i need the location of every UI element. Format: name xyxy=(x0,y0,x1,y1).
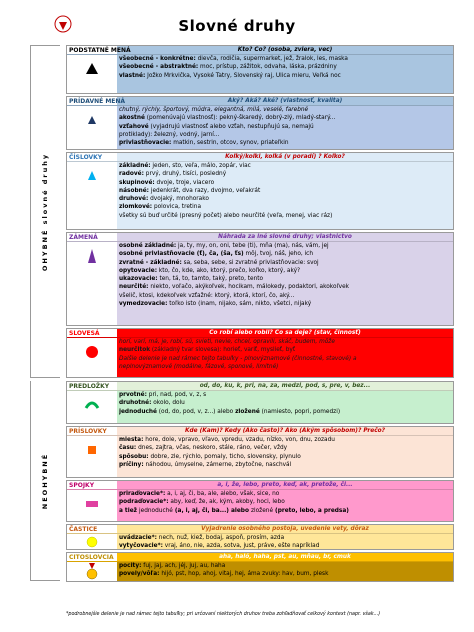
triangle-black-icon xyxy=(67,55,117,94)
triangle-purple-icon xyxy=(67,242,117,326)
list-item: zlomkové: polovica, tretina xyxy=(119,204,202,211)
section-citoslovcia xyxy=(66,552,454,582)
section-question: a, i, že, lebo, preto, keď, ak, pretože, či... xyxy=(217,482,353,488)
section-icon-cell xyxy=(67,490,117,522)
list-item: všelič, ktosi, kdekoľvek vzťažné: ktorý, ktorá, ktorí, čo, aký... xyxy=(119,292,295,299)
list-item: druhotné: okolo, dolu xyxy=(119,400,185,407)
section-name: ČASTICE xyxy=(67,525,117,533)
circle-yellow-icon xyxy=(67,534,117,550)
section-header xyxy=(67,97,453,106)
list-item: osobné základné: ja, ty, my, on, oni, tebe (ti), mňa (ma), nás, vám, jej xyxy=(119,243,329,249)
section-name: ZÁMENÁ xyxy=(67,233,117,241)
list-item: horí, varí, má, je, robí, sú, svieti, nevie, chcel, opravili, skáč, budem, môže xyxy=(119,339,335,345)
section-question: Kde (Kam)? Kedy (Ako často)? Ako (Akým spôsobom)? Prečo? xyxy=(185,428,385,434)
section-question: aha, haló, haha, pst, au, mňau, br, cmuk xyxy=(219,554,351,560)
group-label-neohybne: NEOHYBNÉ xyxy=(30,381,60,581)
section-icon-cell xyxy=(67,391,117,424)
section-name: ČÍSLOVKY xyxy=(67,153,117,161)
section-slovesa xyxy=(66,328,454,378)
section-header xyxy=(67,153,453,162)
list-item: privlastňovacie: matkin, sestrin, otcov, synov, priateľkin xyxy=(119,140,289,147)
section-name: PREDLOŽKY xyxy=(67,382,117,390)
list-item: Ďalšie delenie je nad rámec tejto tabuľky - plnovýznamové (činnostné, stavové) a xyxy=(119,355,357,362)
list-item: základné: jeden, sto, veľa, málo, zopár, viac xyxy=(119,163,251,169)
list-item: priraďovacie*: a, i, aj, či, ba, ale, alebo, však, sice, no xyxy=(119,491,280,497)
list-item: všeobecné - konkrétne: dievča, rodičia, supermarket, jež, žralok, les, maska xyxy=(119,56,348,62)
list-item: zvratné - základné: sa, seba, sebe, si zvratné privlastňovacie: svoj xyxy=(119,259,319,266)
section-question: Koľký/koľki, koľká (v poradí) ? Koľko? xyxy=(225,154,345,160)
section-header xyxy=(67,46,453,55)
medal-icon xyxy=(67,562,117,582)
section-icon-cell xyxy=(67,242,117,326)
section-name: PRÍDAVNÉ MENÁ xyxy=(69,98,126,105)
section-name: SLOVESÁ xyxy=(67,329,117,337)
section-header xyxy=(67,329,453,338)
list-item: akostné (pomenúvajú vlastnosť): pekný-škaredý, dobrý-zlý, mladý-starý... xyxy=(119,115,336,122)
section-question: Kto? Čo? (osoba, zviera, vec) xyxy=(237,47,333,53)
list-item: neurčitok (základný tvar slovesa): horieť, variť, myslieť, byť xyxy=(119,347,296,354)
rect-pink-icon xyxy=(67,490,117,522)
list-item: podraďovacie*: aby, keď, že, ak, kým, akoby, hoci, lebo xyxy=(119,499,285,506)
section-prislovky xyxy=(66,426,454,478)
list-item: neplnovýznamové (modálne, fázové, sponové, limitné) xyxy=(119,363,279,370)
list-item: a tiež jednoduché (a, i, aj, či, ba...) alebo zložené (preto, lebo, a predsa) xyxy=(119,507,349,514)
section-podstatne xyxy=(66,45,454,94)
list-item: príčiny: náhodou, úmyselne, zámerne, zbytočne, naschvál xyxy=(119,461,292,468)
list-item: vzťahové (vyjadrujú vlastnosť alebo vzťah, nestupňujú sa, nemajú xyxy=(119,123,314,130)
list-item: skupinové: dvoje, troje, viacero xyxy=(119,179,215,186)
list-item: vlastné: Jožko Mrkvička, Vysoké Tatry, Slovenský raj, Ulica mieru, Veľká noc xyxy=(119,72,341,79)
section-icon-cell xyxy=(67,55,117,94)
list-item: násobné: jedenkrát, dva razy, dvojmo, veľakrát xyxy=(119,187,261,194)
list-item: miesta: hore, dole, vpravo, vľavo, vpredu, vzadu, nízko, von, dnu, zozadu xyxy=(119,437,335,443)
section-icon-cell xyxy=(67,436,117,478)
list-item: povely/vôľa: hijó, pst, hop, ahoj, vitaj, hej, áma zvuky: hav, bum, plesk xyxy=(119,571,329,578)
section-icon-cell xyxy=(67,338,117,378)
group-label-ohybne: OHYBNÉ slovné druhy xyxy=(30,45,60,378)
list-item: chutný, rýchly, športový, múdra, elegantná, milá, veselé, farebné xyxy=(119,107,309,113)
list-item: opytovacie: kto, čo, kde, ako, ktorý, prečo, koľko, ktorý, aký? xyxy=(119,267,301,274)
section-name: PODSTATNÉ MENÁ xyxy=(69,47,131,54)
section-icon-cell xyxy=(67,562,117,582)
section-name: CITOSLOVCIA xyxy=(67,553,117,561)
section-header xyxy=(67,481,453,490)
list-item: pocity: fuj, jaj, ach, jéj, juj, au, haha xyxy=(119,563,226,569)
section-question: Vyjadrenie osobného postoja, uvedenie vety, dôraz xyxy=(201,526,369,532)
square-orange-icon xyxy=(67,436,117,478)
list-item: protiklady): železný, vodný, jarní... xyxy=(119,131,220,138)
list-item: prvotné: pri, nad, pod, v, z, s xyxy=(119,392,207,398)
list-item: spôsobu: dobre, zle, rýchlo, pomaly, ticho, slovensky, plynulo xyxy=(119,453,301,460)
section-predlozky xyxy=(66,381,454,424)
section-header xyxy=(67,382,453,391)
triangle-cyan-icon xyxy=(67,162,117,230)
section-header xyxy=(67,553,453,562)
section-question: od, do, ku, k, pri, na, za, medzi, pod, s, pre, v, bez... xyxy=(199,383,371,389)
list-item: druhové: dvojaký, mnohorako xyxy=(119,196,209,203)
list-item: času: dnes, zajtra, včas, neskoro, stále, ráno, večer, vždy xyxy=(119,445,288,452)
list-item: radové: prvý, druhý, tisíci, posledný xyxy=(119,171,227,178)
section-question: Čo robí alebo robil? Čo sa deje? (stav, činnosť) xyxy=(209,330,361,336)
list-item: ukazovacie: ten, tá, to, tamto, taký, preto, tento xyxy=(119,276,264,283)
section-icon-cell xyxy=(67,106,117,150)
section-question: Náhrada za iné slovné druhy; vlastnictvo xyxy=(218,234,352,240)
section-header xyxy=(67,233,453,242)
section-castice xyxy=(66,524,454,550)
section-header xyxy=(67,427,453,436)
list-item: osobné privlastňovacie (ť), ča, (ša, ťs) môj, tvoj, náš, jeho, ich xyxy=(119,251,314,258)
list-item: vymedzovacie: toľko isto (inam, nijako, sám, nikto, všetci, nijaký xyxy=(119,301,312,308)
list-item: uvádzacie*: nech, nuž, kiež, bodaj, aspoň, prosím, azda xyxy=(119,535,285,541)
list-item: neurčité: niekto, voľačo, akýkoľvek, hocikam, málokedy, podaktori, akokoľvek xyxy=(119,284,350,291)
list-item: jednoduché (od, do, pod, v, z...) alebo zložené (namiesto, popri, pomedzi) xyxy=(119,408,341,415)
page-title: Slovné druhy xyxy=(178,17,296,35)
circle-red-icon xyxy=(67,338,117,378)
section-name: SPOJKY xyxy=(67,481,117,489)
section-question: Aký? Aká? Aké? (vlastnosť, kvalita) xyxy=(227,98,343,104)
section-spojky xyxy=(66,480,454,522)
arc-green-icon xyxy=(67,391,117,424)
section-header xyxy=(67,525,453,534)
footnote: *podrobnejšie delenie je nad rámec tejto tabuľky; pri určovaní niektorých druhov treba zohľadňovať celkový kontext (napr. však...) xyxy=(66,612,381,617)
section-zamena xyxy=(66,232,454,326)
list-item: všetky sú buď určité (presný počet) alebo neurčité (veľa, menej, viac ráz) xyxy=(119,212,333,219)
triangle-navy-icon xyxy=(67,106,117,150)
section-cislovky xyxy=(66,152,454,230)
section-pridavne xyxy=(66,96,454,150)
list-item: vytyčovacie*: vraj, áno, nie, azda, sotva, just, práve, ešte napríklad xyxy=(119,543,320,550)
list-item: všeobecné - abstraktné: moc, prístup, zážitok, odvaha, láska, prázdniny xyxy=(119,64,337,71)
section-icon-cell xyxy=(67,162,117,230)
section-name: PRÍSLOVKY xyxy=(67,427,117,435)
section-icon-cell xyxy=(67,534,117,550)
